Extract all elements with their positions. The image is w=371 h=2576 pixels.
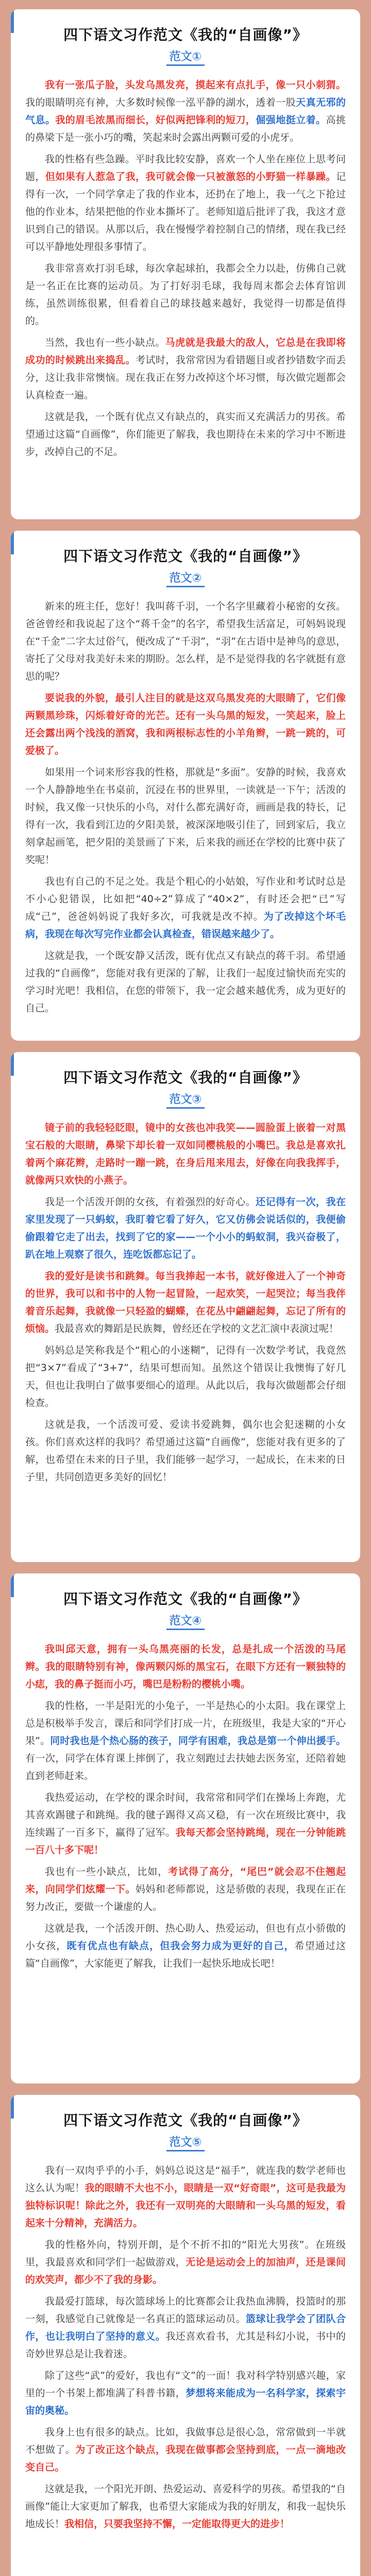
highlighted-text: 我的眼睛不大也不小，眼睛是一双“好奇眼”，这可是我最为独特标识呢！除此之外，我还有一双明亮的大眼睛和一头乌黑的短发，看起来十分精神，充满活力。 — [25, 2182, 346, 2229]
essay-paragraph — [25, 947, 346, 1017]
body-text: 这就是我，一个活泼可爱、爱读书爱跳舞，偶尔也会犯迷糊的小女孩。你们喜欢这样的我吗？希望通过这篇“自画像”，您能对我有更多的了解，也希望在未来的日子里，我们能够一起学习，一起成长，在未来的日子里，共同创造更多美好的回忆！ — [25, 1419, 346, 1483]
body-text: 考试时，我常常因为看错题目或者抄错数字而丢分，这让我非常懊恼。现在我正在努力改掉这个坏习惯，每次做完题都会认真检查一遍。 — [25, 354, 346, 401]
highlighted-text: 我的眉毛浓黑而细长，好似两把锋利的短刀， — [55, 114, 256, 126]
highlighted-text: 每当我捧起一本书，就好像进入了一个神奇的世界，我可以和书中的人物一起冒险，一起欢笑，一起哭泣；每当我伴着音乐起舞，我就像一只轻盈的蝴蝶，在花丛中翩翩起舞，忘记了所有的烦恼。 — [25, 1270, 346, 1334]
essay-paragraph — [25, 150, 346, 256]
body-text: 我最爱打篮球，每次篮球场上的比赛都会让我热血沸腾，投篮时的那一刻，我感觉自己就像是一名真正的篮球运动员。 — [25, 2296, 346, 2325]
highlighted-text: 篮球让我学会了团队合作，也让我明白了坚持的意义。 — [25, 2313, 346, 2342]
corner-accent-bar — [11, 9, 14, 33]
essay-title: 四下语文习作范文《我的“自画像”》 — [63, 1590, 308, 1607]
body-text: 当然，我也有一些小缺点。 — [45, 337, 165, 348]
essay-card — [11, 2095, 360, 2576]
body-text: 我身上也有很多的缺点。比如，我做事总是很心急，常常做到一半就不想做了。 — [25, 2427, 346, 2455]
essay-title: 四下语文习作范文《我的“自画像”》 — [63, 26, 308, 43]
body-text: 这就是我，一个活泼开朗、热心助人、热爱运动，但也有点小骄傲的小女孩， — [25, 1923, 346, 1952]
essay-title: 四下语文习作范文《我的“自画像”》 — [63, 1069, 308, 1086]
body-text: 我的性格有些急躁。平时我比较安静，喜欢一个人坐在座位上思考问题， — [25, 154, 346, 182]
highlighted-text: 镜子前的我轻轻眨眼，镜中的女孩也冲我笑——圆脸蛋上嵌着一对黑宝石般的大眼睛，鼻梁下却长着一双如同樱桃般的小嘴巴。我总是喜欢扎着两个麻花辫，走路时一蹦一跳，在身后甩来甩去，好像在向我我挥手，就像两只欢快的小燕子。 — [25, 1122, 346, 1186]
corner-accent-bar — [11, 531, 14, 554]
essay-paragraph — [25, 689, 346, 759]
essay-paragraph — [25, 260, 346, 330]
highlighted-text: 倔强地挺立着。 — [256, 114, 326, 126]
essay-paragraph — [25, 2162, 346, 2232]
highlighted-text: 无论是运动会上的加油声，还是课间的欢笑声，都少不了我的身影。 — [25, 2257, 346, 2285]
essay-paragraph — [25, 1920, 346, 1972]
body-text: 记得有一次，一个同学拿走了我的作业本，还扔在了地上，我一气之下抢过他的作业本，结果把他的作业本撕坏了。老师知道后批评了我，我这才意识到自己的错误。从那以后，我在慢慢学着控制自己的情绪，现在我已经可以平静地处理很多事情了。 — [25, 171, 346, 252]
essay-paragraph — [25, 334, 346, 404]
essay-number-label: 范文① — [166, 50, 205, 66]
body-text: 我热爱运动，在学校的课余时间，我常常和同学们在操场上奔跑，尤其喜欢踢毽子和跳绳。我的毽子踢得又高又稳，有一次在班级比赛中，我连续踢了一百多下，赢得了冠军。 — [25, 1792, 346, 1838]
highlighted-text: 马虎就是我最大的敌人，它总是在我即将成功的时候跳出来捣乱。 — [25, 337, 346, 366]
essay-card — [11, 1573, 360, 2083]
body-text: 希望通过这篇“自画像”，大家能更了解我，让我们一起快乐地成长吧！ — [25, 1940, 346, 1969]
body-text: 我非常喜欢打羽毛球，每次拿起球拍，我都会全力以赴，仿佛自己就是一名正在比赛的运动员。为了打好羽毛球，我每周末都会去体育馆训练，虽然训练很累，但看着自己的球技越来越好，我觉得一切都是值得的。 — [25, 263, 346, 327]
corner-accent-bar — [11, 2095, 14, 2119]
essay-paragraph — [25, 1342, 346, 1412]
body-text: 我也有一些小缺点，比如， — [45, 1866, 168, 1877]
body-text: 高挑的鼻梁下是一张小巧的嘴，笑起来时会露出两颗可爱的小虎牙。 — [25, 114, 346, 143]
body-text: 妈妈和老师都说，这是骄傲的表现，我现在正在努力改正，要做一个谦虚的人。 — [25, 1884, 346, 1912]
highlighted-text: 我的爱好是读书和跳舞。 — [45, 1270, 156, 1282]
essay-subtitle — [25, 2135, 346, 2150]
essay-title: 四下语文习作范文《我的“自画像”》 — [63, 2112, 308, 2129]
body-text: 有一次，同学在体育课上摔倒了，我立刻跑过去扶她去医务室，还陪着她直到老师赶来。 — [25, 1753, 346, 1782]
essay-paragraph — [25, 1697, 346, 1785]
essay-paragraph — [25, 408, 346, 461]
essay-paragraph — [25, 1640, 346, 1693]
essay-title: 四下语文习作范文《我的“自画像”》 — [63, 548, 308, 565]
essay-paragraph — [25, 1193, 346, 1263]
essay-paragraph — [25, 2480, 346, 2533]
essay-paragraph — [25, 764, 346, 869]
essay-paragraph — [25, 1863, 346, 1916]
essay-paragraph — [25, 2424, 346, 2476]
essay-card-list — [11, 9, 360, 2576]
essay-subtitle — [25, 1614, 346, 1629]
highlighted-text: 我相信，只要我坚持不懈，一定能取得更大的进步！ — [64, 2518, 290, 2530]
body-text: 我是一个活泼开朗的女孩，有着强烈的好奇心。 — [45, 1196, 256, 1208]
essay-number-label: 范文② — [166, 572, 205, 587]
essay-card — [11, 9, 360, 519]
essay-number-label: 范文④ — [166, 1615, 205, 1630]
highlighted-text: 同时我也是个热心肠的孩子，同学有困难，我总是第一个伸出援手。 — [50, 1735, 346, 1747]
body-text: 这就是我，一个既安静又活泼，既有优点又有缺点的蒋千羽。希望通过我的“自画像”，您能对我有更深的了解，让我们一起度过愉快而充实的学习时光吧！我相信，在您的带领下，我一定会越来越优秀，成为更好的自己。 — [25, 950, 346, 1014]
essay-subtitle — [25, 49, 346, 65]
essay-paragraph — [25, 1267, 346, 1337]
highlighted-text: 我每天都会坚持跳绳，现在一分钟能跳一百八十多下呢！ — [25, 1827, 346, 1856]
highlighted-text: 为了改正这个缺点，我现在做事都会坚持到底，一点一滴地改变自己。 — [25, 2444, 346, 2473]
highlighted-text: 我有一张瓜子脸，头发乌黑发亮，摸起来有点扎手，像一只小刺猬。 — [45, 79, 346, 91]
body-text: 新来的班主任，您好！我叫蒋千羽，一个名字里藏着小秘密的女孩。爸爸曾经和我说起了这个“蒋千金”的名字，希望我生活富足，可妈妈说现在“千金”二字太过俗气，便改成了“千羽”，“羽”在古语中是神鸟的意思，寄托了父母对我美好未来的期盼。怎么样，是不是觉得我的名字就挺有意思的呢？ — [25, 601, 346, 682]
highlighted-text: 为了改掉这个坏毛病，我现在每次写完作业都会认真检查，错误越来越少了。 — [25, 911, 346, 940]
corner-accent-bar — [11, 1052, 14, 1076]
highlighted-text: 我叫邱天意，拥有一头乌黑亮丽的长发，总是扎成一个活泼的马尾辫。我的眼睛特别有神，像两颗闪烁的黑宝石，在眼下方还有一颗独特的小痣，我的鼻子挺而小巧，嘴巴是粉粉的樱桃小嘴。 — [25, 1643, 346, 1690]
essay-number-label: 范文⑤ — [166, 2136, 205, 2151]
body-text: 如果用一个词来形容我的性格，那就是“多面”。安静的时候，我喜欢一个人静静地坐在书桌前，沉浸在书的世界里，一读就是一下午；活泼的时候，我又像一只快乐的小鸟，对什么都充满好奇，画画是我的特长，记得有一次，我看到江边的夕阳美景，被深深地吸引住了，回到家后，我立刻拿起画笔，把夕阳的美景画了下来，后来我的画还在学校的比赛中获了奖呢！ — [25, 767, 346, 866]
essay-paragraph — [25, 2293, 346, 2363]
body-text: 这就是我，一个阳光开朗、热爱运动、喜爱科学的男孩。希望我的“自画像”能让大家更加了解我，也希望大家能成为我的好朋友，和我一起快乐地成长！ — [25, 2483, 346, 2530]
essay-card — [11, 1052, 360, 1562]
essay-paragraph — [25, 1119, 346, 1189]
body-text: 这就是我，一个既有优点又有缺点的，真实而又充满活力的男孩。希望通过这篇“自画像”，你们能更了解我，我也期待在未来的学习中不断进步，改掉自己的不足。 — [25, 411, 346, 457]
essay-paragraph — [25, 76, 346, 146]
body-text: 我的性格外向，特别开朗，是个不折不扣的“阳光大男孩”。在班级里，我最喜欢和同学们一起做游戏， — [25, 2239, 346, 2268]
highlighted-text: 考试得了高分，“尾巴”就会忍不住翘起来，向同学们炫耀一下。 — [25, 1866, 346, 1895]
highlighted-text: 既有优点也有缺点，但我会努力成为更好的自己， — [66, 1940, 295, 1952]
body-text: 除了这些“武”的爱好，我也有“文”的一面！我对科学特别感兴趣，家里的一个书架上都堆满了科普书籍， — [25, 2370, 346, 2399]
highlighted-text: 要说我的外貌，最引人注目的就是这双乌黑发亮的大眼睛了，它们像两颗黑珍珠，闪烁着好奇的光芒。 — [25, 692, 346, 721]
body-text: 我有一双肉乎乎的小手，妈妈总说这是“福手”，就连我的数学老师也这么认为呢！ — [25, 2165, 346, 2194]
body-text: 我的性格，一半是阳光的小兔子，一半是热心的小太阳。我在课堂上总是积极举手发言，课后和同学们打成一片，在班级里，我是大家的“开心果”。 — [25, 1700, 346, 1747]
body-text: 我的眼睛明亮有神，大多数时候像一泓平静的湖水，透着一股 — [25, 97, 296, 108]
essay-paragraph — [25, 873, 346, 943]
highlighted-text: 还有一头乌黑的短发，一笑起来，脸上还会露出两个浅浅的酒窝，我和两根标志性的小羊角辫，一跳一跳的，可爱极了。 — [25, 710, 346, 756]
essay-subtitle — [25, 571, 346, 586]
essay-paragraph — [25, 2236, 346, 2289]
body-text: 我还喜欢看书，尤其是科幻小说，书中的奇妙世界总是让我着迷。 — [25, 2331, 346, 2360]
essay-paragraph — [25, 1789, 346, 1859]
highlighted-text: 但如果有人惹急了我，我可就会像一只被激怒的小野猫一样暴躁。 — [45, 171, 336, 182]
highlighted-text: 天真无邪的气息。 — [25, 97, 346, 126]
corner-accent-bar — [11, 1573, 14, 1597]
highlighted-text: 还记得有一次，我在家里发现了一只蚂蚁，我盯着它看了好久，它又仿佛会说话似的，我便偷偷跟着它走了出去，找到了它的家——一个小小的蚂蚁洞，我兴奋极了，趴在地上观察了很久，连吃饭都忘记了。 — [25, 1196, 346, 1260]
essay-number-label: 范文③ — [166, 1093, 205, 1109]
essay-paragraph — [25, 2367, 346, 2419]
body-text: 妈妈总是笑称我是个“粗心的小迷糊”，记得有一次数学考试，我竟然把“3×7”看成了“3+7”，结果可想而知。虽然这个错误让我懊悔了好几天，但也让我明白了做事要细心的道理。从此以后，我每次做题都会仔细检查。 — [25, 1345, 346, 1409]
essay-paragraph — [25, 1416, 346, 1486]
highlighted-text: 梦想将来能成为一名科学家，探索宇宙的奥秘。 — [25, 2387, 346, 2416]
body-text: 我也有自己的不足之处。我是个粗心的小姑娘，写作业和考试时总是不小心犯错误，比如把“40÷2”算成了“40×2”，有时还会把“已”写成“己”，爸爸妈妈说了我好多次，可我就是改不掉。 — [25, 876, 346, 922]
essay-subtitle — [25, 1092, 346, 1108]
essay-card — [11, 531, 360, 1041]
body-text: 我最喜欢的舞蹈是民族舞，曾经还在学校的文艺汇演中表演过呢！ — [55, 1323, 339, 1334]
essay-paragraph — [25, 598, 346, 685]
